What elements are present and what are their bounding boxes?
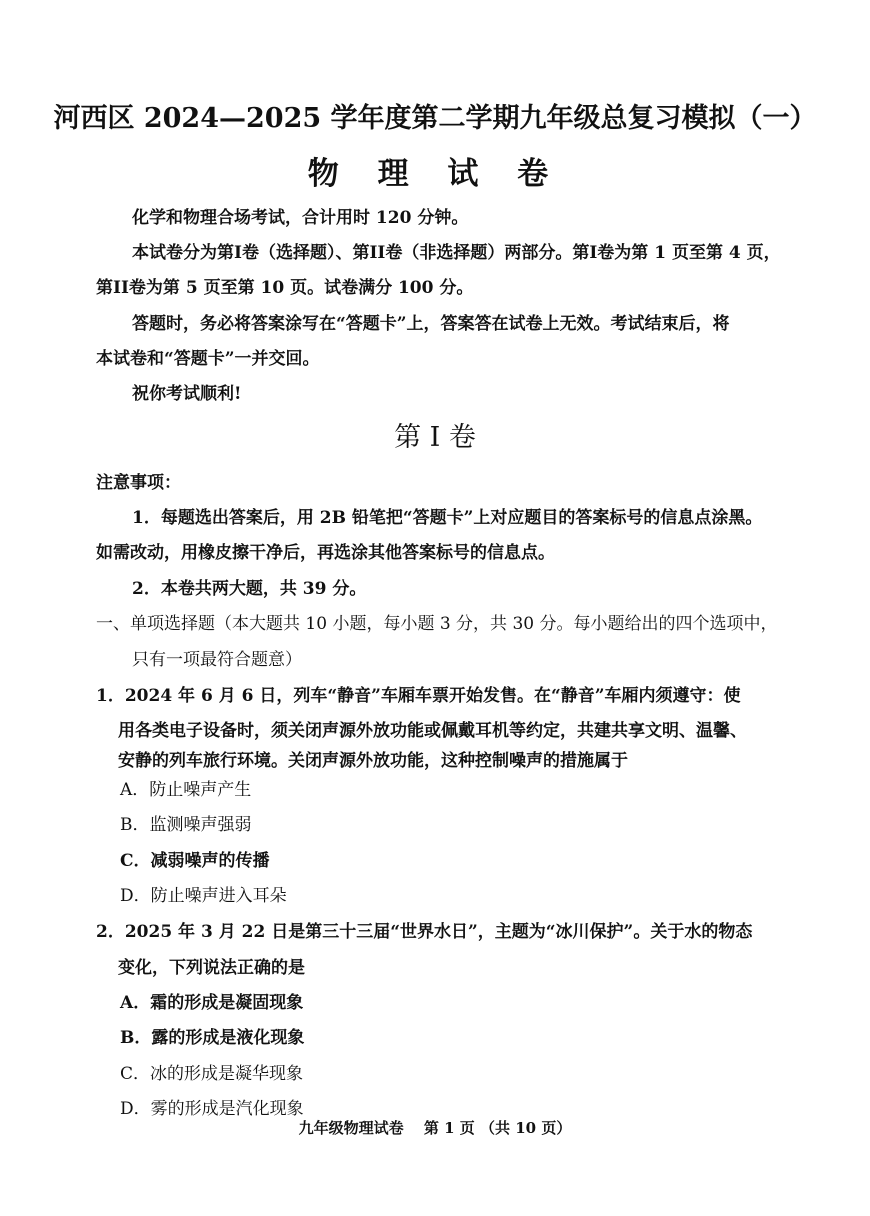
question-2-line-1: 2．2025 年 3 月 22 日是第三十三届“世界水日”，主题为“冰川保护”。关于水的物态 (96, 922, 753, 942)
exam-title: 河西区 2024—2025 学年度第二学期九年级总复习模拟（一） (53, 103, 817, 134)
question-1-line-1: 1．2024 年 6 月 6 日，列车“静音”车厢车票开始发售。在“静音”车厢内须遵守：使 (96, 686, 741, 706)
intro-line-2a: 本试卷分为第I卷（选择题）、第II卷（非选择题）两部分。第I卷为第 1 页至第 4 页， (132, 243, 781, 263)
note-1b: 如需改动，用橡皮擦干净后，再选涂其他答案标号的信息点。 (96, 543, 555, 563)
question-2-option-d: D．雾的形成是汽化现象 (120, 1099, 304, 1119)
question-1-line-3: 安静的列车旅行环境。关闭声源外放功能，这种控制噪声的措施属于 (118, 751, 628, 771)
question-1-option-b: B．监测噪声强弱 (120, 815, 252, 835)
question-1-line-2: 用各类电子设备时，须关闭声源外放功能或佩戴耳机等约定，共建共享文明、温馨、 (118, 721, 747, 741)
section-heading-a: 一、单项选择题（本大题共 10 小题，每小题 3 分，共 30 分。每小题给出的四个选项中， (96, 614, 778, 634)
intro-line-2b: 第II卷为第 5 页至第 10 页。试卷满分 100 分。 (96, 278, 474, 298)
section-heading-b: 只有一项最符合题意） (132, 650, 302, 670)
intro-line-3a: 答题时，务必将答案涂写在“答题卡”上，答案答在试卷上无效。考试结束后，将 (132, 314, 730, 334)
note-2: 2．本卷共两大题，共 39 分。 (132, 579, 367, 599)
exam-subtitle: 物 理 试 卷 (307, 156, 563, 192)
intro-line-1: 化学和物理合场考试，合计用时 120 分钟。 (132, 208, 469, 228)
question-1-option-a: A．防止噪声产生 (120, 780, 252, 800)
question-2-line-2: 变化，下列说法正确的是 (118, 958, 305, 978)
volume-heading: 第 I 卷 (394, 422, 476, 453)
question-2-option-a: A．霜的形成是凝固现象 (120, 993, 304, 1013)
question-1-option-d: D．防止噪声进入耳朵 (120, 886, 287, 906)
question-2-option-b: B．露的形成是液化现象 (120, 1028, 305, 1048)
notes-heading: 注意事项： (96, 473, 181, 493)
note-1a: 1．每题选出答案后，用 2B 铅笔把“答题卡”上对应题目的答案标号的信息点涂黑。 (132, 508, 763, 528)
page-footer: 九年级物理试卷 第 1 页 （共 10 页） (298, 1119, 572, 1137)
intro-line-4: 祝你考试顺利! (132, 384, 242, 404)
question-2-option-c: C．冰的形成是凝华现象 (120, 1064, 304, 1084)
question-1-option-c: C．减弱噪声的传播 (120, 851, 270, 871)
intro-line-3b: 本试卷和“答题卡”一并交回。 (96, 349, 320, 369)
